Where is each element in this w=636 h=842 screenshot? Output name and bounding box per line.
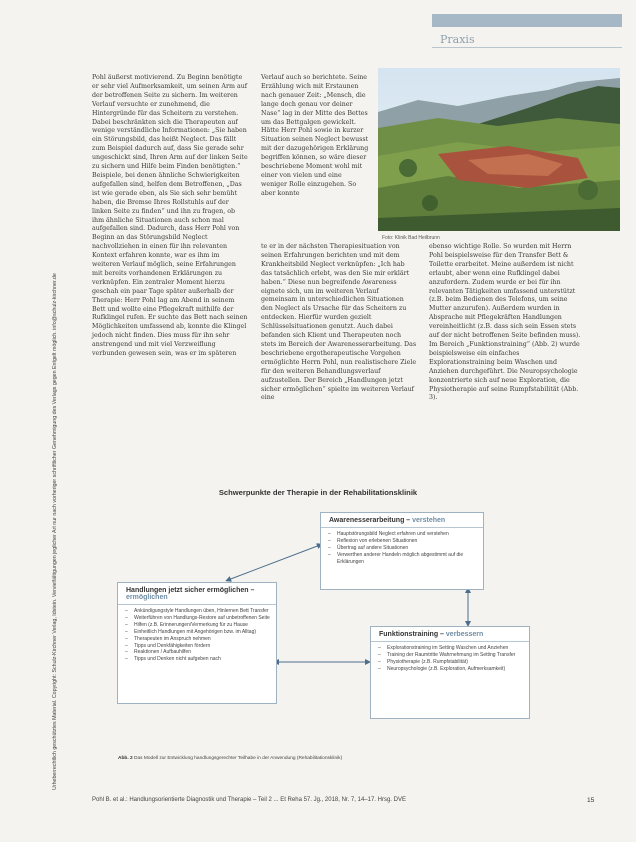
awareness-list [321,531,483,566]
footer-citation: Pohl B. et al.: Handlungsorientierte Diagnostik und Therapie – Teil 2 ... Et Reha 57. Jg., 2018, Nr. 7, 14–17. Hrsg. DVE [92,797,406,803]
diagram-title: Schwerpunkte der Therapie in der Rehabilitationsklinik [218,488,418,497]
list-item: – Verwerthen anderer Handeln möglich abgestimmt auf die Erklärungen [337,552,477,566]
figure-caption [118,756,342,761]
body-text: Verlauf auch so berichtete. Seine Erzählung wich mit Erstaunen nach genauer Zeit: „Mensch, die lange doch genau vor deiner Nase“ lag in der Mitte des Bettes um das Bettgalgen gewickelt. Hätte Herr Pohl sowie in kurzer Situation seinen Neglect bewusst mit der dazugehörigen Erklärung begriffen können, so wäre dieser beschriebene Moment wohl mit einer von vielen und eine weniger Rolle einzugehen. So aber konnte [261,74,369,197]
list-item: – Hilfen (z.B. Erinnerungen/Vermerkung für zu Hause [134,622,270,629]
list-item: – Neuropsychologie (z.B. Exploration, Aufmerksamkeit) [387,666,523,673]
awareness-box-title: Awarenesserarbeitung – verstehen [321,513,483,528]
body-text: ebenso wichtige Rolle. So wurden mit Herrn Pohl beispielsweise für den Transfer Bett & Toilette erarbeitet. Meine außerdem ist nicht erlaubt, aber wenn eine Rufklingel dabei anzufordern. Zudem wurde er bei für ihn relevanten Tätigkeiten umfassend unterstützt (z.B. beim Bedienen des Telefons, um seine Mutter anzurufen). Außerdem wurden in Absprache mit Pflegekräften Handlungen vereinheitlicht (z.B. dass sich sein Essen stets auf der nicht betroffenen Seite befinden muss). Im Bereich „Funktionstraining“ (Abb. 2) wurde beispielsweise ein einfaches Explorationstraining beim Waschen und Anziehen durchgeführt. Die Neuropsychologie konzentrierte sich auf neue Exploration, die Physiotherapie auf seine Rumpfstabilität (Abb. 3). [429,243,581,402]
list-item: – Einheitlich Handlungen mit Angehörigen bzw. im Alltag) [134,629,270,636]
list-item: – Reflexion von erlebenen Situationen [337,538,477,545]
function-training-list [371,645,529,673]
photo-caption: Foto: Klinik Bad Heilbrunn [382,235,440,241]
figure-caption-text: Das Modell zur Entwicklung handlungsgerechter Teilhabe in der Anwendung (Rehabilitationsklinik) [134,756,343,761]
actions-list [118,608,276,663]
list-item: – Ankündigungstyle Handlungen üben, Hinlernen Bett Transfer [134,608,270,615]
function-training-box-title: Funktionstraining – verbessern [371,627,529,642]
copyright-text: Urheberrechtlich geschütztes Material. Copyright: Schulz-Kirchner Verlag, Idstein. Vervielfältigungen jeglicher Art nur nach vorheriger schriftlicher Genehmigung des Verlags gegen Entgelt möglich. info@schulz-kirchner.de [52,273,58,790]
function-training-box [370,626,530,719]
page-number: 15 [587,797,595,804]
list-item: – Physiotherapie (z.B. Rumpfstabilität) [387,659,523,666]
list-item: – Tipps und Denkfähigkeiten fördern [134,643,270,650]
body-text: Pohl äußerst motivierend. Zu Beginn benötigte er sehr viel Aufmerksamkeit, um seinen Arm auf der betroffenen Seite zu sichern. Im weiteren Verlauf versuchte er zunehmend, die Hintergründe für das Scheitern zu verstehen. Dabei beschränkten sich die Therapeuten auf wenige verständliche Informationen: „Sie haben ein Störungsbild, das heißt Neglect. Das fällt zum Beispiel dadurch auf, dass Sie gerade sehr ungeschickt sind, Ihren Arm auf der linken Seite zu sichern und Hilfe beim Finden benötigten.“ Beispiele, bei denen ähnliche Schwierigkeiten aufgefallen sind, helfen dem Betroffenen, „Das ist wie gerade eben, als Sie sich sehr bemüht haben, die Bremse Ihres Rollstuhls auf der linken Seite zu finden“ und ihn zu fragen, ob ihm ähnliche Situationen auch schon mal aufgefallen sind. Dadurch, dass Herr Pohl von Beginn an das Störungsbild Neglect nachvollziehen in einen für ihn relevanten Kontext erfahren konnte, war es ihm im weiteren Verlauf möglich, seine Erfahrungen mit bereits vorhandenen Erklärungen zu verknüpfen. Ein zentraler Moment hierzu geschah ein paar Tage später außerhalb der Therapie: Herr Pohl lag am Abend in seinem Bett und wollte eine Pflegekraft mithilfe der Rufklingel rufen. Er suchte das Bett nach seinen Möglichkeiten umfassend ab, konnte die Klingel jedoch nicht finden. Dies muss für ihn sehr anstrengend und mit viel Verzweiflung verbunden gewesen sein, was er im späteren [92,74,248,358]
list-item: – Therapeuten im Anspruch nehmen [134,636,270,643]
list-item: – Reaktionen / Aufbauhilfen [134,649,270,656]
body-text: te er in der nächsten Therapiesituation von seinen Erfahrungen berichten und mit dem Krankheitsbild Neglect verknüpfen: „Ich hab das tatsächlich erlebt, was den Sie mir erklärt haben.“ Diese nun begreifende Awareness eignete sich, um im weiteren Verlauf gemeinsam in unterschiedlichen Situationen den Neglect als Ursache für das Scheitern zu entdecken. Hierfür wurden gezielt Schlüsselsituationen genutzt. Auch dabei befanden sich Klient und Therapeuten noch stets im Bereich der Awarenesserarbeitung. Das beschriebene ergotherapeutische Vorgehen ermöglichte Herrn Pohl, nun realistischere Ziele für den weiteren Behandlungsverlauf aufzustellen. Der Bereich „Handlungen jetzt sicher ermöglichen“ spielte im weiteren Verlauf eine [261,243,417,402]
list-item: – Übertrag auf andere Situationen [337,545,477,552]
list-item: – Weiterführen von Handlungs-Restore auf unbetroffenen Seite [134,615,270,622]
actions-box-title: Handlungen jetzt sicher ermöglichen – ermöglichen [118,583,276,605]
list-item: – Training der Raumtritte Wahrnehmung im Setting Transfer [387,652,523,659]
actions-box [117,582,277,704]
awareness-box [320,512,484,590]
list-item: – Hauptstörungsbild Neglect erfahren und verstehen [337,531,477,538]
list-item: – Explorationstraining im Setting Waschen und Anziehen [387,645,523,652]
section-label: Praxis [440,33,475,46]
figure-caption-label: Abb. 2 [118,756,133,761]
list-item: – Tipps und Denken nicht aufgeben nach [134,656,270,663]
